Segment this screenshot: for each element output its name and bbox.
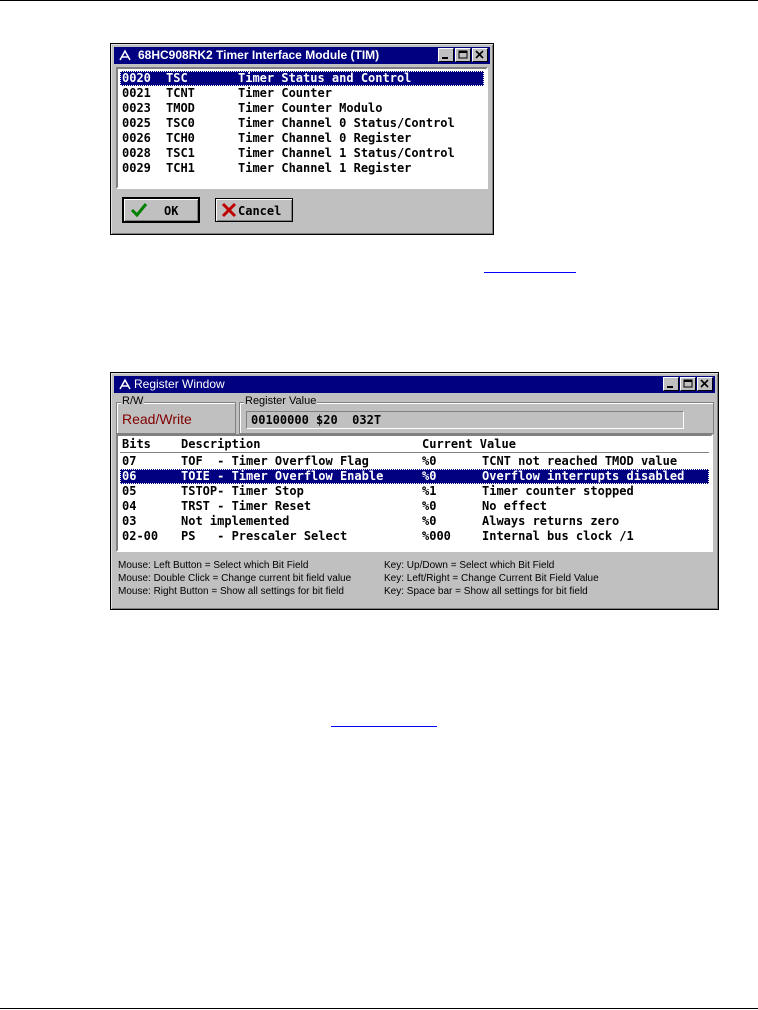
tim-row-name: TSC0 <box>166 116 195 130</box>
tim-row-desc: Timer Counter Modulo <box>238 101 383 115</box>
bitfield-meaning: Internal bus clock /1 <box>482 529 634 543</box>
tim-dialog <box>110 43 494 235</box>
bitfield-bits: 03 <box>122 514 137 528</box>
rw-value: Read/Write <box>122 411 192 427</box>
bitfield-bits: 06 <box>122 469 137 483</box>
register-value-field[interactable] <box>246 411 684 429</box>
header-bits: Bits <box>122 437 151 451</box>
header-description: Description <box>181 437 261 451</box>
tim-row-addr: 0029 <box>122 161 151 175</box>
app-icon <box>118 48 132 62</box>
bitfield-bits: 02-00 <box>122 529 159 543</box>
tim-row-desc: Timer Counter <box>238 86 332 100</box>
tim-row-addr: 0025 <box>122 116 151 130</box>
bitfield-desc: TOIE - Timer Overflow Enable <box>181 469 384 483</box>
bitfield-row[interactable] <box>120 454 709 469</box>
tim-register-row[interactable] <box>120 71 484 86</box>
bitfield-list[interactable] <box>116 434 713 552</box>
register-value-group <box>239 395 714 434</box>
tim-titlebar[interactable] <box>114 47 490 64</box>
tim-row-desc: Timer Channel 1 Register <box>238 161 412 175</box>
tim-register-row[interactable] <box>120 131 484 146</box>
tim-register-row[interactable] <box>120 161 484 176</box>
close-icon[interactable] <box>697 377 713 391</box>
tim-row-desc: Timer Channel 0 Status/Control <box>238 116 455 130</box>
tim-row-name: TCNT <box>166 86 195 100</box>
register-window <box>110 372 719 610</box>
bitfield-meaning: TCNT not reached TMOD value <box>482 454 678 468</box>
bitfield-bits: 04 <box>122 499 137 513</box>
register-value-label: Register Value <box>245 395 317 407</box>
ok-label: OK <box>164 204 179 218</box>
bitfield-desc: TSTOP- Timer Stop <box>181 484 304 498</box>
checkmark-icon <box>130 202 148 221</box>
tim-row-name: TCH0 <box>166 131 195 145</box>
link-underline-1[interactable] <box>484 272 576 273</box>
tim-title: 68HC908RK2 Timer Interface Module (TIM) <box>138 48 380 62</box>
bitfield-value: %0 <box>422 454 437 468</box>
bitfield-row[interactable] <box>120 514 709 529</box>
bitfield-meaning: Always returns zero <box>482 514 620 528</box>
bitfield-meaning: No effect <box>482 499 548 513</box>
bitfield-header <box>120 437 709 452</box>
bitfield-desc: Not implemented <box>181 514 290 528</box>
tim-register-list[interactable] <box>116 67 488 189</box>
tim-row-desc: Timer Channel 0 Register <box>238 131 412 145</box>
bitfield-meaning: Overflow interrupts disabled <box>482 469 685 483</box>
tim-row-name: TCH1 <box>166 161 195 175</box>
tim-register-row[interactable] <box>120 116 484 131</box>
close-icon[interactable] <box>472 48 488 62</box>
bitfield-value: %0 <box>422 514 437 528</box>
minimize-icon[interactable] <box>438 48 454 62</box>
bitfield-bits: 05 <box>122 484 137 498</box>
register-titlebar[interactable] <box>114 376 715 393</box>
bitfield-value: %0 <box>422 499 437 513</box>
tim-row-addr: 0023 <box>122 101 151 115</box>
header-current-value: Current Value <box>422 437 516 451</box>
minimize-icon[interactable] <box>663 377 679 391</box>
bitfield-row[interactable] <box>120 484 709 499</box>
tim-row-name: TSC <box>166 71 188 85</box>
tim-row-name: TSC1 <box>166 146 195 160</box>
tim-row-addr: 0026 <box>122 131 151 145</box>
cancel-label: Cancel <box>238 204 282 218</box>
rw-group <box>116 395 236 434</box>
tim-row-addr: 0028 <box>122 146 151 160</box>
register-title: Register Window <box>134 377 225 391</box>
top-rule <box>0 0 758 1</box>
bitfield-value: %0 <box>422 469 437 483</box>
tim-row-addr: 0020 <box>122 71 151 85</box>
bitfield-meaning: Timer counter stopped <box>482 484 634 498</box>
tim-register-row[interactable] <box>120 146 484 161</box>
bitfield-value: %1 <box>422 484 437 498</box>
rw-group-label: R/W <box>122 395 144 407</box>
help-mouse-line: Mouse: Double Click = Change current bit field value <box>118 573 352 584</box>
bitfield-row[interactable] <box>120 469 709 484</box>
bitfield-row[interactable] <box>120 499 709 514</box>
ok-button[interactable] <box>123 198 199 222</box>
help-mouse-line: Mouse: Right Button = Show all settings for bit field <box>118 586 344 597</box>
cancel-button[interactable] <box>215 198 293 222</box>
bitfield-desc: TOF - Timer Overflow Flag <box>181 454 369 468</box>
bitfield-desc: TRST - Timer Reset <box>181 499 312 513</box>
maximize-icon[interactable] <box>455 48 471 62</box>
register-value-text: 00100000 $20 032T <box>251 413 382 427</box>
tim-register-row[interactable] <box>120 86 484 101</box>
help-key-line: Key: Left/Right = Change Current Bit Field Value <box>384 573 599 584</box>
bottom-rule <box>0 1008 758 1009</box>
help-key-line: Key: Space bar = Show all settings for bit field <box>384 586 588 597</box>
link-underline-2[interactable] <box>331 726 437 727</box>
bitfield-row[interactable] <box>120 529 709 544</box>
tim-register-row[interactable] <box>120 101 484 116</box>
maximize-icon[interactable] <box>680 377 696 391</box>
cross-icon <box>221 202 237 221</box>
bitfield-value: %000 <box>422 529 451 543</box>
bitfield-desc: PS - Prescaler Select <box>181 529 348 543</box>
tim-row-name: TMOD <box>166 101 195 115</box>
help-mouse-line: Mouse: Left Button = Select which Bit Field <box>118 560 309 571</box>
tim-row-desc: Timer Status and Control <box>238 71 412 85</box>
help-key-line: Key: Up/Down = Select which Bit Field <box>384 560 555 571</box>
app-icon <box>118 377 132 391</box>
tim-row-desc: Timer Channel 1 Status/Control <box>238 146 455 160</box>
bitfield-bits: 07 <box>122 454 137 468</box>
tim-row-addr: 0021 <box>122 86 151 100</box>
header-divider <box>120 452 709 453</box>
